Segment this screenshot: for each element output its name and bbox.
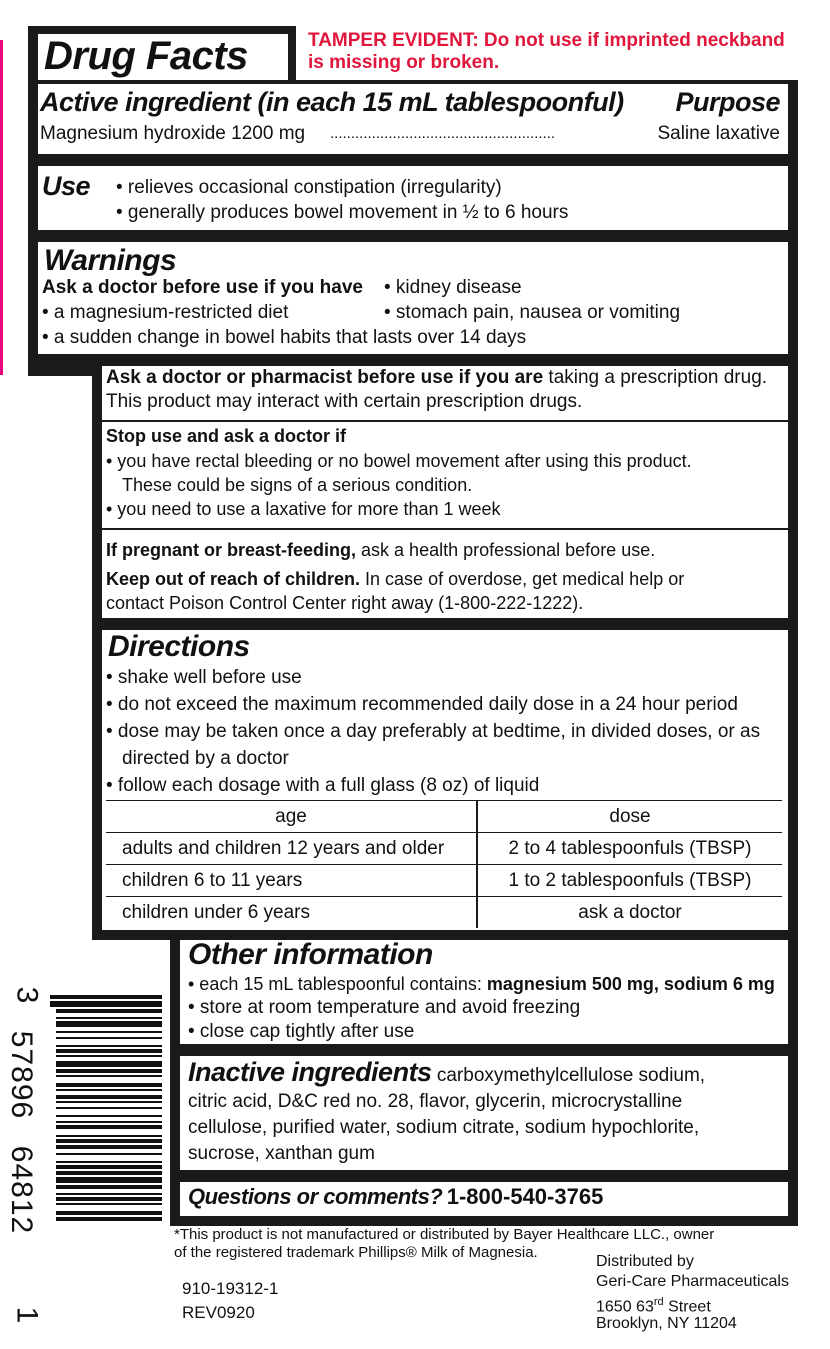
stop-item-1b: These could be signs of a serious condition. [122, 475, 473, 495]
warning-bowel-change: • a sudden change in bowel habits that lasts over 14 days [42, 327, 527, 348]
inactive-text-1: carboxymethylcellulose sodium, [436, 1065, 706, 1086]
table-cell-age: children 6 to 11 years [106, 865, 477, 897]
tamper-line-1: TAMPER EVIDENT: Do not use if imprinted neckband [308, 30, 785, 51]
inactive-line-2: citric acid, D&C red no. 28, flavor, glycerin, microcrystalline [188, 1091, 683, 1112]
title-panel [38, 34, 288, 80]
table-cell-dose: 1 to 2 tablespoonfuls (TBSP) [477, 865, 782, 897]
use-heading: Use [42, 171, 91, 201]
barcode-last-digit: 1 [10, 1306, 44, 1324]
keep-out-bold: Keep out of reach of children. [106, 569, 361, 589]
pink-edge-line [0, 40, 3, 375]
inactive-heading: Inactive ingredients [188, 1057, 432, 1087]
direction-item-1: • shake well before use [106, 667, 302, 688]
street-ordinal: rd [653, 1296, 664, 1308]
other-info-item-1-bold: magnesium 500 mg, sodium 6 mg [486, 974, 775, 994]
tamper-line-2: is missing or broken. [308, 52, 500, 73]
barcode-bars [50, 995, 162, 1265]
table-row [106, 865, 782, 897]
table-cell-age: children under 6 years [106, 897, 477, 929]
divider [102, 528, 788, 530]
warnings-panel [38, 242, 788, 354]
inactive-ingredients-panel [180, 1056, 788, 1170]
barcode [50, 995, 162, 1265]
stop-item-1: • you have rectal bleeding or no bowel movement after using this product. [106, 451, 692, 471]
disclaimer-line-2: of the registered trademark Phillips® Milk of Magnesia. [174, 1244, 538, 1261]
inactive-line-3: cellulose, purified water, sodium citrate, sodium hypochlorite, [188, 1117, 700, 1138]
item-code: 910-19312-1 [182, 1279, 279, 1298]
active-ingredient-heading: Active ingredient (in each 15 mL tablespoonful) [40, 87, 624, 117]
inactive-line-4: sucrose, xanthan gum [188, 1143, 375, 1164]
direction-item-4: • follow each dosage with a full glass (8 oz) of liquid [106, 775, 540, 796]
warning-magnesium-diet: • a magnesium-restricted diet [42, 302, 289, 323]
disclaimer-line-1: *This product is not manufactured or distributed by Bayer Healthcare LLC., owner [174, 1226, 715, 1243]
table-cell-age: adults and children 12 years and older [106, 833, 477, 865]
active-ingredient-name: Magnesium hydroxide 1200 mg [40, 123, 306, 144]
pharmacist-line-2: This product may interact with certain prescription drugs. [106, 391, 583, 412]
warning-kidney: • kidney disease [384, 277, 522, 298]
page-title: Drug Facts [44, 34, 248, 78]
other-info-item-2: • store at room temperature and avoid freezing [188, 997, 581, 1018]
questions-panel [180, 1182, 788, 1216]
other-info-panel [180, 940, 788, 1044]
street-number: 1650 63 [596, 1298, 654, 1316]
table-row [106, 833, 782, 865]
other-info-item-1 [188, 972, 775, 996]
table-header-age: age [106, 801, 477, 833]
pregnant-bold: If pregnant or breast-feeding, [106, 540, 357, 560]
table-row [106, 897, 782, 929]
pregnant-line [106, 538, 655, 562]
use-panel [38, 166, 788, 230]
warnings-continued-panel [102, 366, 788, 618]
dosage-table [106, 800, 782, 928]
distributor-name: Geri-Care Pharmaceuticals [596, 1273, 789, 1290]
use-item-1: • relieves occasional constipation (irregularity) [116, 177, 502, 198]
barcode-group-2: 64812 [5, 1145, 39, 1235]
other-info-item-1-text: • each 15 mL tablespoonful contains: [188, 974, 487, 994]
barcode-group-1: 57896 [5, 1030, 39, 1120]
ask-doctor-heading: Ask a doctor before use if you have [42, 277, 363, 298]
warning-stomach: • stomach pain, nausea or vomiting [384, 302, 681, 323]
stop-item-2: • you need to use a laxative for more than 1 week [106, 499, 501, 519]
other-info-heading: Other information [188, 938, 433, 971]
warnings-heading: Warnings [44, 244, 177, 277]
divider [102, 420, 788, 422]
pregnant-rest: ask a health professional before use. [356, 540, 656, 560]
purpose-heading: Purpose [675, 87, 780, 117]
directions-panel [102, 630, 788, 930]
keep-out-line-2: contact Poison Control Center right away (1-800-222-1222). [106, 593, 584, 613]
other-info-item-3: • close cap tightly after use [188, 1021, 415, 1042]
direction-item-3b: directed by a doctor [122, 748, 289, 769]
street-name: Street [663, 1298, 711, 1316]
table-header-dose: dose [477, 801, 782, 833]
questions-label: Questions or comments? [188, 1184, 443, 1209]
questions-line [188, 1184, 603, 1210]
table-cell-dose: 2 to 4 tablespoonfuls (TBSP) [477, 833, 782, 865]
directions-heading: Directions [108, 630, 250, 663]
keep-out-line-1 [106, 567, 684, 591]
distributed-by: Distributed by [596, 1253, 694, 1270]
leader-dots: ...................................................... [330, 125, 556, 142]
pharmacist-line-1 [106, 366, 767, 390]
use-item-2: • generally produces bowel movement in ½ to 6 hours [116, 202, 569, 223]
direction-item-3: • dose may be taken once a day preferably at bedtime, in divided doses, or as [106, 721, 761, 742]
inactive-line-1 [188, 1057, 706, 1088]
distributor-city: Brooklyn, NY 11204 [596, 1315, 737, 1332]
table-header-row [106, 801, 782, 833]
keep-out-rest: In case of overdose, get medical help or [360, 569, 685, 589]
pharmacist-rest: taking a prescription drug. [543, 367, 768, 388]
active-ingredient-panel [38, 84, 788, 154]
table-cell-dose: ask a doctor [477, 897, 782, 929]
barcode-first-digit: 3 [10, 986, 44, 1004]
pharmacist-bold: Ask a doctor or pharmacist before use if you are [106, 367, 544, 388]
tamper-panel [296, 26, 806, 80]
stop-use-heading: Stop use and ask a doctor if [106, 426, 347, 446]
revision-code: REV0920 [182, 1303, 255, 1322]
direction-item-2: • do not exceed the maximum recommended daily dose in a 24 hour period [106, 694, 738, 715]
purpose-value: Saline laxative [657, 123, 780, 144]
questions-phone: 1-800-540-3765 [446, 1184, 604, 1209]
